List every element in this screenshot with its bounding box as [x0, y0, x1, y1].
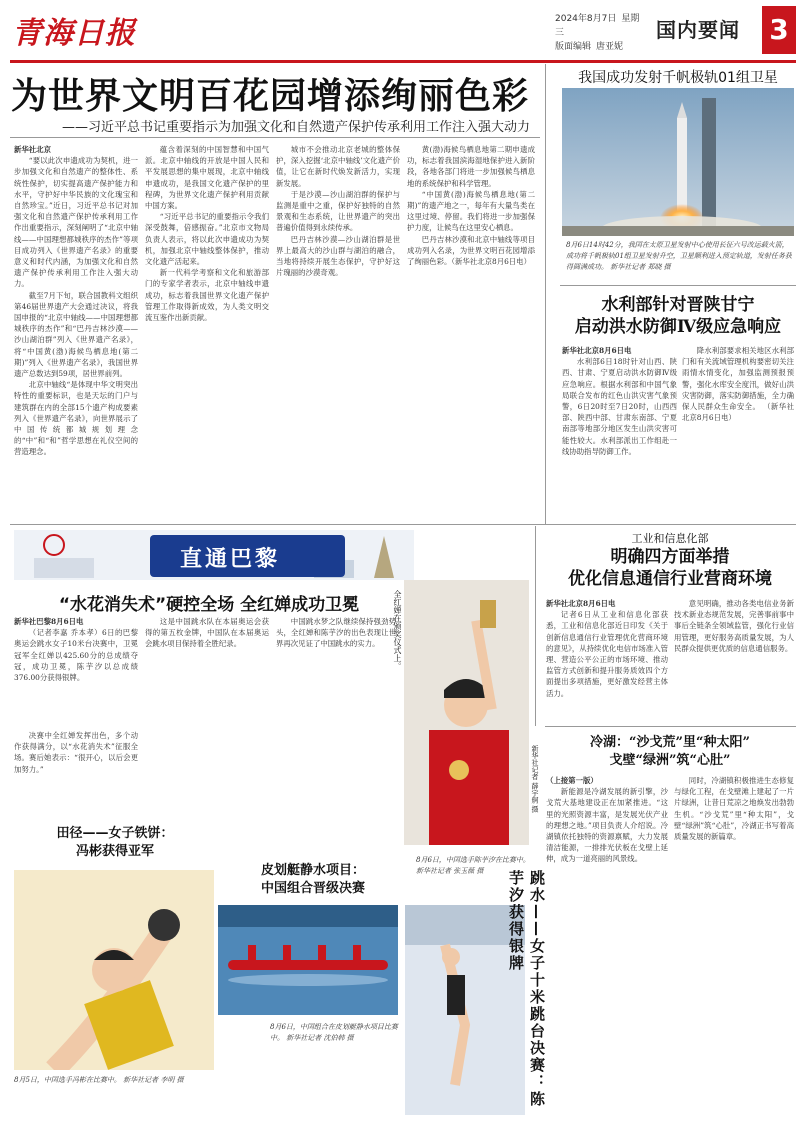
flood-column-2: [682, 345, 794, 515]
rowing-headline: [218, 862, 408, 898]
page-number: 3: [762, 6, 796, 54]
flood-paragraph: 水利部6日18时针对山西、陕西、甘肃、宁夏启动洪水防御Ⅳ级应急响应。根据水利部和中国气象局联合发布的红色山洪灾害气象预警，6日20时至7日20时，山西西部、陕西中部、甘肃东南部、宁夏南部等地部分地区发生山洪灾害可能性较大。水利部派出工作组赴一线协助指导防御工作。: [562, 357, 677, 456]
lead-rule: [10, 137, 540, 138]
lead-headline: 为世界文明百花园增添绚丽色彩: [10, 75, 529, 117]
desert-column-2: [674, 775, 794, 1125]
masthead: [0, 0, 800, 62]
lead-paragraph: 巴丹吉林沙漠—沙山湖泊群是世界上最高大的沙山群与湖泊的融合，当地将持续开展生态保护，守护好这片瑰丽的沙漠奇观。: [276, 234, 400, 278]
rocket-launch-image: [562, 88, 794, 236]
paris-paragraph: 决赛中全红婵发挥出色，多个动作获得满分，以“水花消失术”征服全场。赛后她表示：“很开心，以后会更加努力。”: [14, 731, 138, 774]
industry-title-line-2: 优化信息通信行业营商环境: [568, 569, 772, 589]
discus-image: [14, 870, 214, 1070]
lead-paragraph: “中国黄(渤)海候鸟栖息地(第二期)”的遗产地之一，每年有大量鸟类在这里过境、停留。我们将进一步加强保护力度，让候鸟在这里安心栖息。: [407, 189, 535, 233]
paris-banner: [150, 535, 345, 577]
paris-byline: 新华社巴黎8月6日电: [14, 617, 84, 626]
issue-weekday: 星期三: [555, 14, 640, 38]
flood-paragraph: 降水利部要求相关地区水利部门和有关流域管理机构要密切关注雨情水情变化，加强监测预报预警，强化水库安全度汛，做好山洪灾害防御，落实防御措施，全力确保人民群众生命安全。 （新华社北京8月6日电）: [682, 346, 794, 423]
champion-credit: 新华社记者 薛宇舸 摄: [531, 745, 539, 813]
desert-column-1: [546, 775, 668, 1125]
mid-rule: [10, 524, 796, 525]
rowing-caption: 8月6日，中国组合在皮划艇静水项目比赛中。 新华社记者 沈伯韩 摄: [270, 1023, 398, 1042]
lead-byline: 新华社北京: [14, 145, 51, 154]
paris-paragraph: 这是中国跳水队在本届奥运会获得的第五枚金牌，中国队在本届奥运会跳水项目保持着全胜纪录。: [145, 617, 269, 649]
lead-column-3: [276, 144, 400, 519]
lead-paragraph: “要以此次申遗成功为契机，进一步加强文化和自然遗产的整体性、系统性保护，切实提高遗产保护能力和水平，守护好中华民族的文化瑰宝和自然珍宝。”近日，习近平总书记对加强文化和自然遗产保护传承利用工作作出重要指示，深刻阐明了“北京中轴线——中国理想都城秩序的杰作”等项目成功列入《世界遗产名录》的重要意义和时代内涵，为加强文化和自然遗产保护传承利用工作注入强大动力。: [14, 156, 138, 289]
desert-headline: [545, 734, 795, 770]
lead-paragraph: “习近平总书记的重要指示令我们深受鼓舞，倍感振奋。”北京市文物局负责人表示，将以此次申遗成功为契机，加强北京中轴线整体保护，推动文化遗产活起来。: [145, 212, 269, 267]
desert-title-line-1: 冷湖：“沙戈荒”里“种太阳”: [590, 735, 750, 750]
rowing-photo: [218, 905, 398, 1015]
lead-paragraph: 蕴含着深刻的中国智慧和中国气派。北京中轴线的开放是中国人民和平发展思想的集中展现，北京中轴线申遗成功，是我国文化遗产保护的里程碑，为世界文化遗产保护利用贡献中国方案。: [145, 145, 269, 211]
discus-photo: [14, 870, 214, 1070]
paris-paragraph: （记者李嘉 乔本孝）6日的巴黎奥运会跳水女子10米台决赛中，卫冕冠军全红婵以425.60分的总成绩夺冠，成功卫冕，陈芋汐以总成绩376.00分获得银牌。: [14, 628, 138, 683]
rocket-caption: 8月6日14时42分，我国在太原卫星发射中心使用长征六号改运载火箭，成功将千帆极轨01组卫星发射升空，卫星顺利进入预定轨道，发射任务获得圆满成功。 新华社记者 郑晓 摄: [566, 241, 792, 271]
industry-column-1: [546, 598, 668, 718]
industry-byline: 新华社北京8月6日电: [546, 599, 616, 608]
lead-paragraph: 新一代科学考察和文化和旅游部门的专家学者表示，北京中轴线申遗成功，标志着我国世界文化遗产保护管理工作取得新成效，为人类文明交流互鉴作出新贡献。: [145, 268, 269, 323]
rocket-title: 我国成功发射千帆极轨01组卫星: [578, 70, 778, 86]
column-divider: [545, 64, 546, 524]
paris-column-1b: [14, 730, 138, 810]
discus-headline: [40, 825, 190, 861]
diving-caption: 8月6日，中国选手陈芋汐在比赛中。 新华社记者 张玉薇 摄: [416, 856, 530, 875]
newspaper-logo: 青海日报: [12, 16, 136, 51]
industry-paragraph: 记者6日从工业和信息化部获悉，工业和信息化部近日印发《关于创新信息通信行业管理优化营商环境的意见》，从持续优化电信市场准入管理、营造公平公正的市场环境、推动监管方式创新和提升服务质效四个方面提出多项措施，更好激发经营主体活力。: [546, 610, 668, 698]
lead-paragraph: 巴丹吉林沙漠和北京中轴线等项目成功列入名录，为世界文明百花园增添了绚丽色彩。（新华社北京8月6日电）: [407, 234, 535, 267]
editor-name: 唐亚妮: [596, 42, 624, 52]
desert-byline: （上接第一版）: [546, 776, 598, 785]
section-title: 国内要闻: [656, 18, 740, 42]
diving-vertical-title: 跳水——女子十米跳台决赛：陈芋汐获得银牌: [507, 870, 546, 1108]
lead-paragraph: 截至7月下旬，联合国教科文组织第46届世界遗产大会通过决议，将我国申报的“北京中轴线——中国理想都城秩序的杰作”和“巴丹吉林沙漠——沙山湖泊群”列入《世界遗产名录》，将“中国黄(渤)海候鸟栖息地(第二期)”列入《世界遗产名录》，我国世界遗产总数达到59项，居世界前列。: [14, 290, 138, 379]
quan-hongchan-photo: [404, 580, 529, 845]
discus-title-line-1: 田径——女子铁饼：: [56, 826, 174, 841]
editor-label: 版面编辑: [555, 42, 592, 52]
banner-title: 直通巴黎: [180, 547, 281, 572]
lead-paragraph: 北京中轴线“是体现中华文明突出特性的重要标识，也是天坛的门户与建筑群在内的全部15个遗产构成要素列入《世界遗产名录》，向世界展示了中国传统都城规划理念的“中”和“和”哲学思想在礼仪空间的营造理念。: [14, 380, 138, 457]
industry-paragraph: 意见明确，推动各类电信业务新技术新业态规范发展，完善事前事中事后全链条全领域监管，强化行业信用管理，更好服务高质量发展，为人民群众提供更优质的信息通信服务。: [674, 599, 794, 653]
paris-main-title: “水花消失术”硬控全场 全红婵成功卫冕: [58, 595, 360, 615]
paris-column-2: [145, 616, 269, 816]
industry-headline: [545, 546, 795, 590]
paris-column-3: [276, 616, 396, 816]
rowing-image: [218, 905, 398, 1015]
champion-vertical-caption: 全红婵在颁奖仪式上。: [393, 590, 402, 670]
industry-kicker: 工业和信息化部: [631, 532, 709, 545]
desert-title-line-2: 戈壁“绿洲”筑“心肚”: [609, 753, 731, 768]
desert-paragraph: 新能源是冷湖发展的新引擎，沙戈荒大基地建设正在加紧推进。“这里的光照资源丰富，是发展光伏产业的理想之地。”项目负责人介绍说。冷湖镇依托独特的资源禀赋，大力发展清洁能源，一排排光伏板在戈壁上延伸，成为一道亮丽的风景线。: [546, 787, 668, 864]
discus-caption: 8月5日，中国选手冯彬在比赛中。 新华社记者 李明 摄: [14, 1076, 184, 1084]
rowing-title-line-1: 皮划艇静水项目：: [260, 863, 365, 878]
lead-column-2: [145, 144, 269, 519]
rocket-rule: [560, 285, 796, 286]
lead-column-1: [14, 144, 138, 519]
lead-paragraph: 城市不会推动北京老城的整体保护，深入挖掘‘北京中轴线’文化遗产价值，让它在新时代焕发新活力，实现新发展。: [276, 145, 400, 188]
rocket-photo: [562, 88, 794, 236]
lead-paragraph: 于是沙漠—沙山湖泊群的保护与监测是重中之重，保护好独特的自然景观和生态系统，让世界遗产的突出普遍价值得到永续传承。: [276, 189, 400, 233]
flood-column-1: [562, 345, 677, 515]
lead-paragraph: 黄(渤)海候鸟栖息地第二期申遗成功，标志着我国滨海湿地保护进入新阶段，各地各部门将进一步加强候鸟栖息地的系统保护和科学管理。: [407, 145, 535, 188]
lead-column-4: [407, 144, 535, 519]
industry-column-2: [674, 598, 794, 718]
top-rule: [10, 60, 796, 63]
lead-subhead: ——习近平总书记重要指示为加强文化和自然遗产保护传承利用工作注入强大动力: [61, 120, 530, 135]
flood-headline: [560, 294, 796, 338]
discus-title-line-2: 冯彬获得亚军: [75, 844, 154, 859]
flood-title-line-2: 启动洪水防御Ⅳ级应急响应: [574, 317, 782, 337]
rowing-title-line-2: 中国组合晋级决赛: [260, 881, 365, 896]
column-divider: [535, 526, 536, 726]
issue-date: 2024年8月7日: [555, 14, 617, 24]
issue-meta: [555, 12, 650, 54]
flood-title-line-1: 水利部针对晋陕甘宁: [601, 295, 755, 315]
paris-paragraph: 中国跳水梦之队继续保持强劲势头，全红婵和陈芋汐的出色表现让世界再次见证了中国跳水的实力。: [276, 617, 396, 649]
flood-byline: 新华社北京8月6日电: [562, 346, 632, 355]
industry-rule: [545, 726, 796, 727]
desert-paragraph: 同时，冷湖镇积极推进生态修复与绿化工程，在戈壁滩上建起了一片片绿洲，让昔日荒凉之地焕发出勃勃生机。“沙戈荒”里“种太阳”，戈壁“绿洲”筑“心肚”，冷湖正书写着高质量发展的新篇章。: [674, 776, 794, 842]
champion-image: [404, 580, 529, 845]
industry-title-line-1: 明确四方面举措: [610, 547, 730, 567]
